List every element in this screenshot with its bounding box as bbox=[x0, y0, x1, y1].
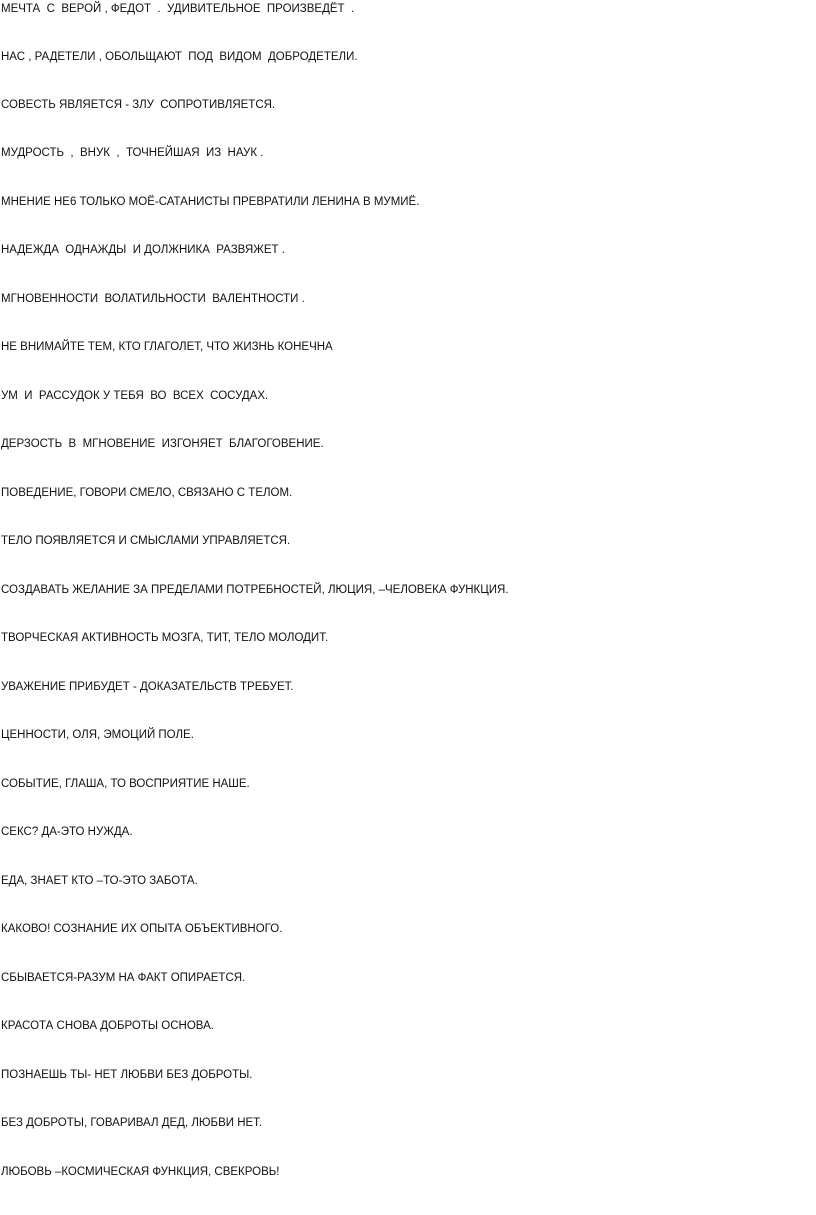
text-line: СОЗДАВАТЬ ЖЕЛАНИЕ ЗА ПРЕДЕЛАМИ ПОТРЕБНОСТЕЙ, ЛЮЦИЯ, –ЧЕЛОВЕКА ФУНКЦИЯ. bbox=[1, 584, 509, 596]
text-line: СЕКС? ДА-ЭТО НУЖДА. bbox=[1, 826, 133, 838]
text-line: ТЕЛО ПОЯВЛЯЕТСЯ И СМЫСЛАМИ УПРАВЛЯЕТСЯ. bbox=[1, 535, 291, 547]
text-line: НАДЕЖДА ОДНАЖДЫ И ДОЛЖНИКА РАЗВЯЖЕТ . bbox=[1, 244, 285, 256]
text-line: МУДРОСТЬ , ВНУК , ТОЧНЕЙШАЯ ИЗ НАУК . bbox=[1, 147, 264, 159]
text-line: НЕ ВНИМАЙТЕ ТЕМ, КТО ГЛАГОЛЕТ, ЧТО ЖИЗНЬ КОНЕЧНА bbox=[1, 341, 333, 353]
text-line: НАС , РАДЕТЕЛИ , ОБОЛЬЩАЮТ ПОД ВИДОМ ДОБРОДЕТЕЛИ. bbox=[1, 51, 358, 63]
text-line: ПОЗНАЕШЬ ТЫ- НЕТ ЛЮБВИ БЕЗ ДОБРОТЫ. bbox=[1, 1069, 253, 1081]
text-line: ДЕРЗОСТЬ В МГНОВЕНИЕ ИЗГОНЯЕТ БЛАГОГОВЕНИЕ. bbox=[1, 438, 324, 450]
text-line: МНЕНИЕ НЕ6 ТОЛЬКО МОЁ-САТАНИСТЫ ПРЕВРАТИЛИ ЛЕНИНА В МУМИЁ. bbox=[1, 196, 420, 208]
text-line: УМ И РАССУДОК У ТЕБЯ ВО ВСЕХ СОСУДАХ. bbox=[1, 390, 269, 402]
text-line: УВАЖЕНИЕ ПРИБУДЕТ - ДОКАЗАТЕЛЬСТВ ТРЕБУЕТ. bbox=[1, 681, 294, 693]
text-line: КРАСОТА СНОВА ДОБРОТЫ ОСНОВА. bbox=[1, 1020, 214, 1032]
text-line: СОБЫТИЕ, ГЛАША, ТО ВОСПРИЯТИЕ НАШЕ. bbox=[1, 778, 250, 790]
text-line: МГНОВЕННОСТИ ВОЛАТИЛЬНОСТИ ВАЛЕНТНОСТИ . bbox=[1, 293, 305, 305]
text-line: СБЫВАЕТСЯ-РАЗУМ НА ФАКТ ОПИРАЕТСЯ. bbox=[1, 972, 246, 984]
text-line: ЛЮБОВЬ –КОСМИЧЕСКАЯ ФУНКЦИЯ, СВЕКРОВЬ! bbox=[1, 1166, 280, 1178]
text-line: ЕДА, ЗНАЕТ КТО –ТО-ЭТО ЗАБОТА. bbox=[1, 875, 198, 887]
text-line: БЕЗ ДОБРОТЫ, ГОВАРИВАЛ ДЕД, ЛЮБВИ НЕТ. bbox=[1, 1117, 263, 1129]
text-line: КАКОВО! СОЗНАНИЕ ИХ ОПЫТА ОБЪЕКТИВНОГО. bbox=[1, 923, 283, 935]
text-line: СОВЕСТЬ ЯВЛЯЕТСЯ - ЗЛУ СОПРОТИВЛЯЕТСЯ. bbox=[1, 99, 276, 111]
text-line: ТВОРЧЕСКАЯ АКТИВНОСТЬ МОЗГА, ТИТ, ТЕЛО МОЛОДИТ. bbox=[1, 632, 329, 644]
text-line: ПОВЕДЕНИЕ, ГОВОРИ СМЕЛО, СВЯЗАНО С ТЕЛОМ. bbox=[1, 487, 293, 499]
text-line: ЦЕННОСТИ, ОЛЯ, ЭМОЦИЙ ПОЛЕ. bbox=[1, 729, 194, 741]
text-line: МЕЧТА С ВЕРОЙ , ФЕДОТ . УДИВИТЕЛЬНОЕ ПРОИЗВЕДЁТ . bbox=[1, 3, 355, 15]
